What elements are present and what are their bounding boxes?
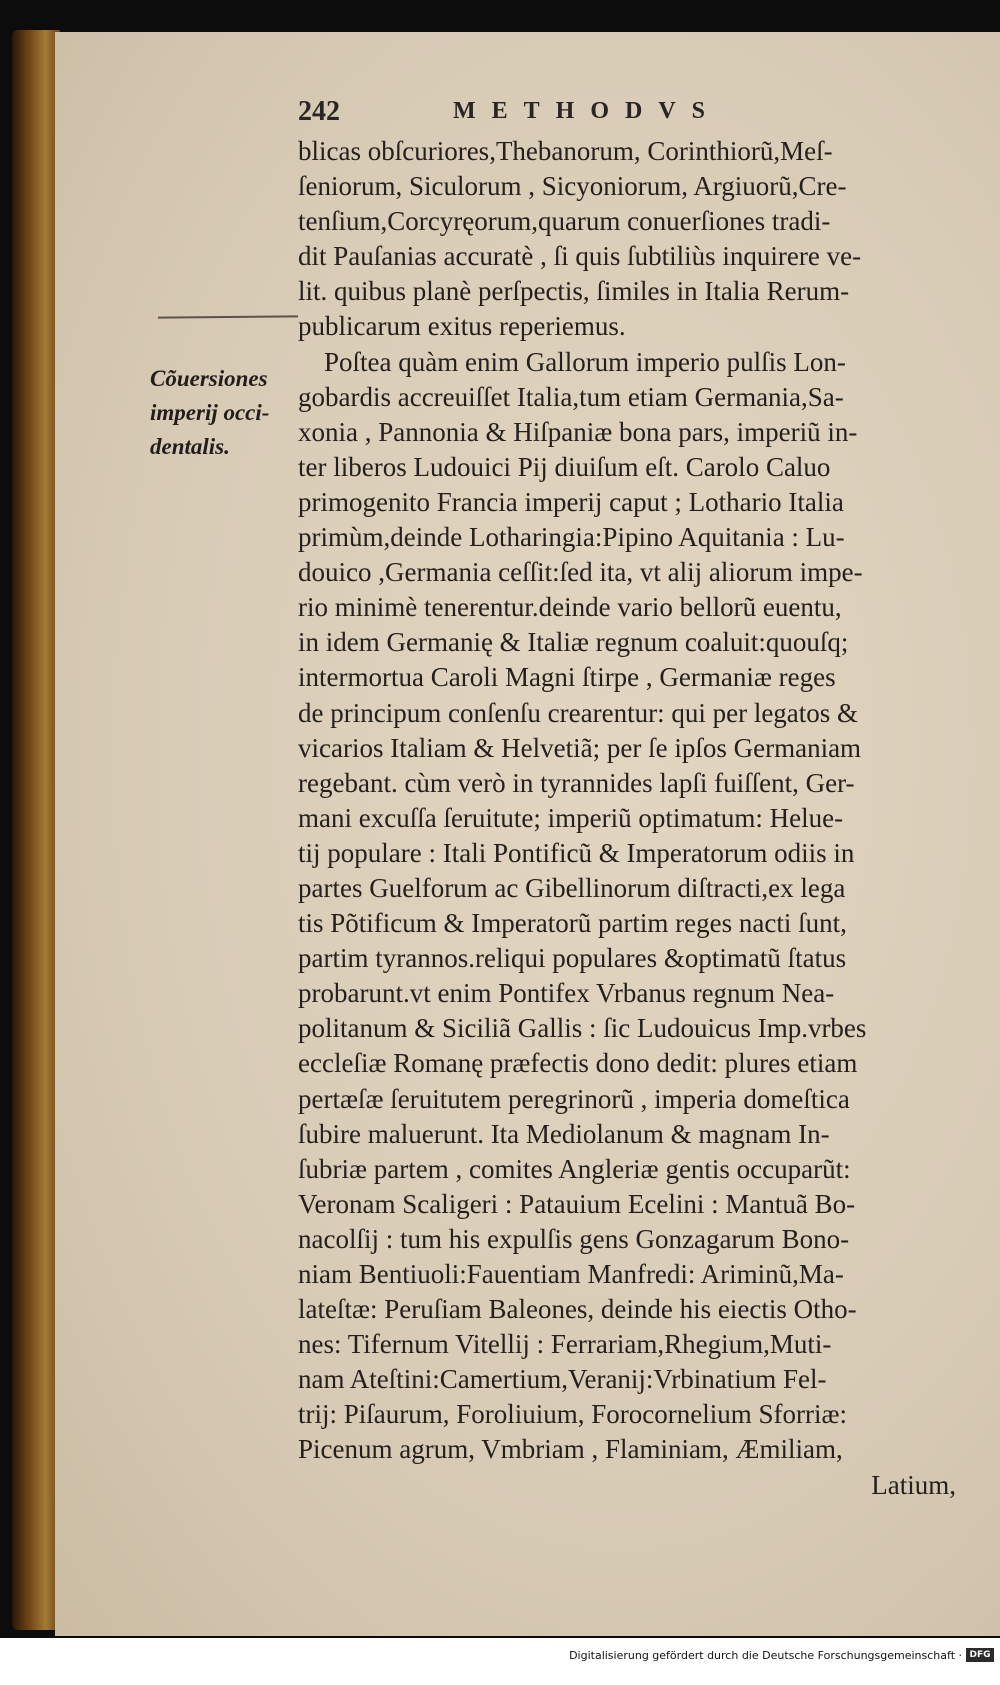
text-line: vicarios Italiam & Helvetiã; per ſe ipſos Germaniam [298,732,862,763]
text-line: xonia , Pannonia & Hiſpaniæ bona pars, imperiũ in- [298,416,858,447]
body-text [298,134,956,1503]
running-title: METHODVS [453,98,722,124]
text-line: tis Põtificum & Imperatorũ partim reges nacti ſunt, [298,908,847,939]
text-line: niam Bentiuoli:Fauentiam Manfredi: Ariminũ,Ma- [298,1259,844,1289]
text-line: tenſium,Corcyręorum,quarum conuerſiones tradi- [298,206,831,237]
text-line: ter liberos Ludouici Pij diuiſum eſt. Carolo Caluo [298,451,831,482]
text-line: gobardis accreuiſſet Italia,tum etiam Germania,Sa- [298,381,844,412]
book-edge [12,30,60,1630]
text-line: publicarum exitus reperiemus. [298,311,626,342]
text-line: dit Pauſanias accuratè , ſi quis ſubtiliùs inquirere ve- [298,241,862,272]
text-line: politanum & Siciliã Gallis : ſic Ludouicus Imp.vrbes [298,1013,867,1044]
text-line: de principum conſenſu crearentur: qui per legatos & [298,697,859,728]
running-head [298,96,758,130]
text-line: blicas obſcuriores,Thebanorum, Corinthiorũ,Meſ- [298,136,833,166]
text-line: nacolſij : tum his expulſis gens Gonzagarum Bono- [298,1223,850,1254]
text-line: Veronam Scaligeri : Patauium Ecelini : Mantuã Bo- [298,1188,856,1219]
margin-note: Cõuersiones imperij occi- dentalis. [150,366,270,459]
text-line: intermortua Caroli Magni ſtirpe , Germaniæ reges [298,662,836,693]
text-line: mani excuſſa ſeruitute; imperiũ optimatum: Helue- [298,802,844,833]
text-line: nes: Tifernum Vitellij : Ferrariam,Rhegium,Muti- [298,1329,832,1360]
text-line: trij: Piſaurum, Foroliuium, Forocornelium Sforriæ: [298,1399,847,1430]
text-line: rio minimè tenerentur.deinde vario bellorũ euentu, [298,592,842,623]
footer [0,1638,1000,1685]
dfg-logo: DFG [966,1648,994,1662]
text-line: primùm,deinde Lotharingia:Pipino Aquitania : Lu- [298,522,845,553]
text-line: probarunt.vt enim Pontifex Vrbanus regnum Nea- [298,978,835,1009]
catchword: Latium, [871,1469,956,1500]
text-line: douico ,Germania ceſſit:ſed ita, vt alij aliorum impe- [298,557,863,588]
text-line: regebant. cùm verò in tyrannides lapſi fuiſſent, Ger- [298,767,855,798]
text-line: ſubriæ partem , comites Angleriæ gentis occuparũt: [298,1153,851,1184]
text-line: nam Ateſtini:Camertium,Veranij:Vrbinatium Fel- [298,1364,827,1395]
text-line: ſubire maluerunt. Ita Mediolanum & magnam In- [298,1118,830,1149]
text-line: primogenito Francia imperij caput ; Lothario Italia [298,486,844,517]
text-line: ſeniorum, Siculorum , Sicyoniorum, Argiuorũ,Cre- [298,171,847,202]
text-line: Picenum agrum, Vmbriam , Flaminiam, Æmiliam, [298,1434,843,1465]
text-line: in idem Germanię & Italiæ regnum coaluit:quouſq; [298,627,849,658]
text-line: pertæſæ ſeruitutem peregrinorũ , imperia domeſtica [298,1083,850,1114]
footer-credit: Digitalisierung gefördert durch die Deutsche Forschungsgemeinschaft · [569,1649,962,1662]
text-line: lit. quibus planè perſpectis, ſimiles in Italia Rerum- [298,276,850,307]
text-line: Poſtea quàm enim Gallorum imperio pulſis Lon- [324,346,846,377]
text-line: eccleſiæ Romanę præfectis dono dedit: plures etiam [298,1048,858,1079]
text-line: tij populare : Itali Pontificũ & Imperatorum odiis in [298,837,855,868]
text-line: partim tyrannos.reliqui populares &optimatũ ſtatus [298,943,847,974]
page-number: 242 [298,96,340,127]
text-line: lateſtæ: Peruſiam Baleones, deinde his eiectis Otho- [298,1294,857,1325]
text-line: partes Guelforum ac Gibellinorum diſtracti,ex lega [298,872,846,903]
